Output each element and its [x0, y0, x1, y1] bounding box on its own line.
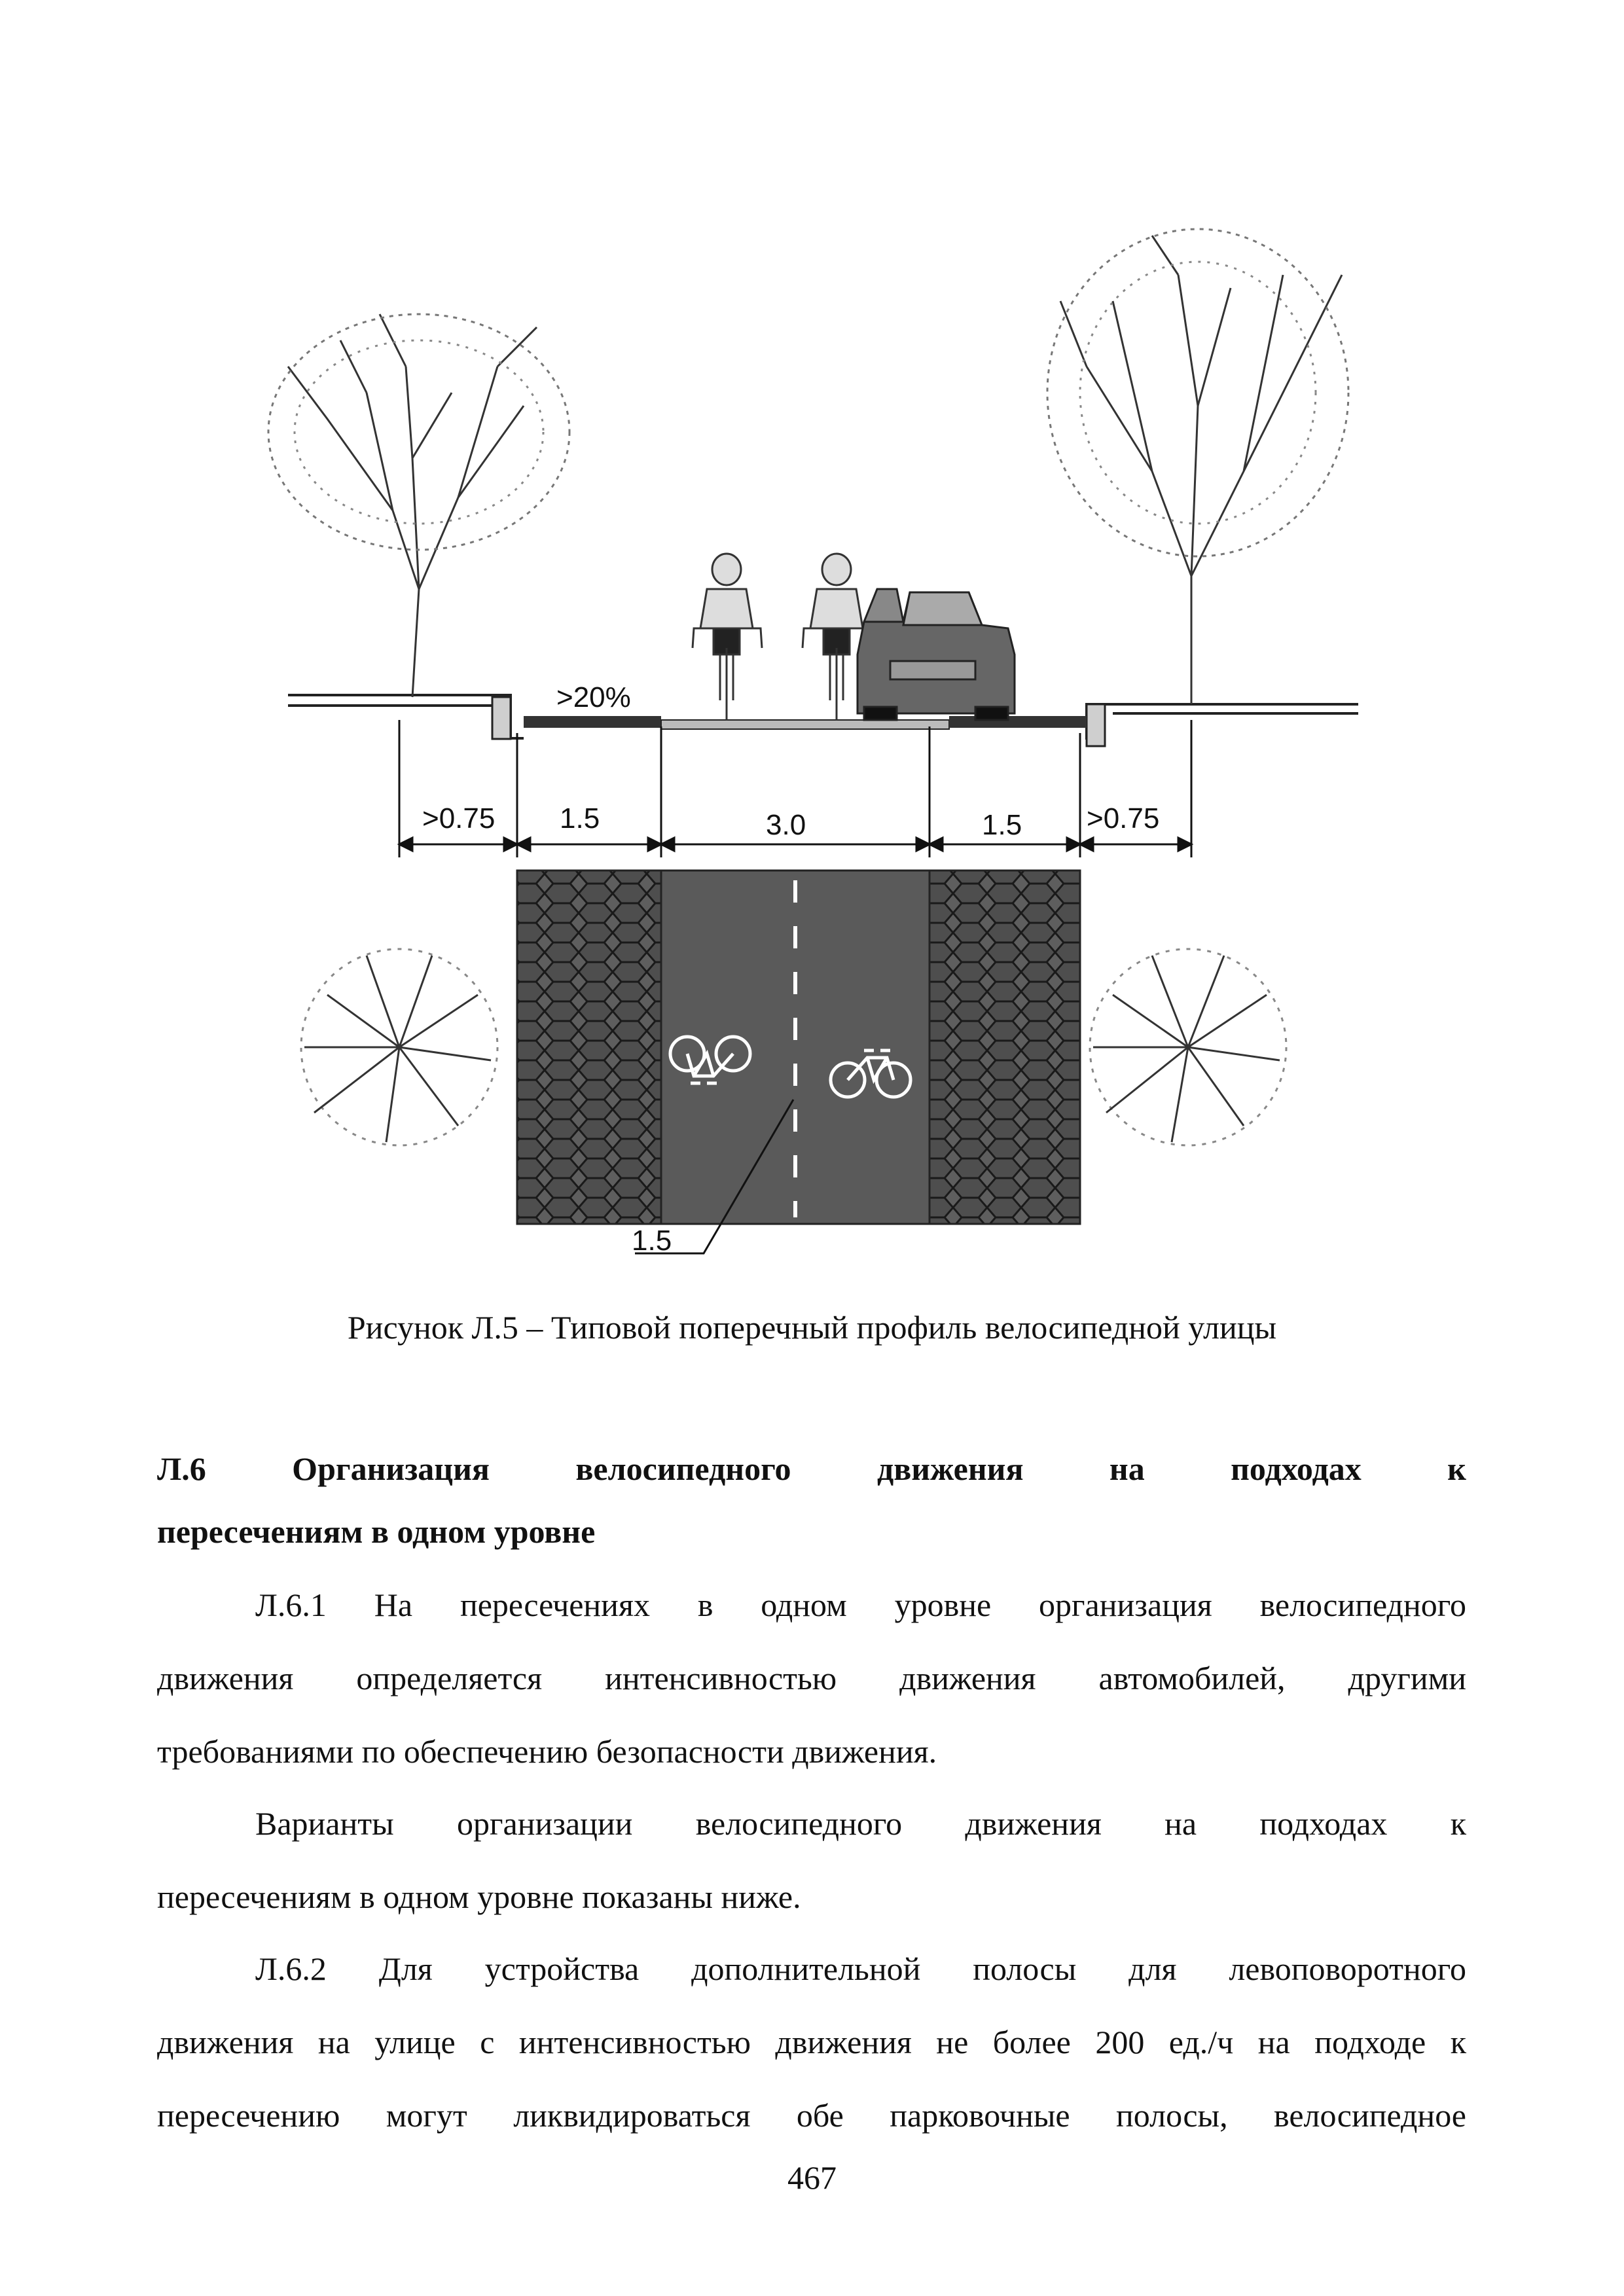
paragraph-line: движения на улице с интенсивностью движения не более 200 ед./ч на подходе к: [157, 2024, 1466, 2060]
paragraph-line: Л.6.1 На пересечениях в одном уровне организация велосипедного: [255, 1587, 1466, 1623]
car-rear-view: [857, 589, 1015, 720]
dim-left-parking: 1.5: [560, 802, 600, 834]
dim-bike-lane: 3.0: [766, 809, 806, 841]
figure-caption: Рисунок Л.5 – Типовой поперечный профиль велосипедной улицы: [347, 1309, 1277, 1346]
heading-word: подходах: [1231, 1450, 1362, 1487]
paragraph-line: движения определяется интенсивностью движения автомобилей, другими: [157, 1660, 1466, 1696]
paragraph-line: пересечениям в одном уровне показаны ниже.: [157, 1878, 801, 1915]
heading-word: движения: [876, 1450, 1024, 1487]
heading-word: Организация: [292, 1450, 490, 1487]
paragraph-line: пересечению могут ликвидироваться обе парковочные полосы, велосипедное: [157, 2097, 1466, 2134]
marking-width-label: 1.5: [632, 1225, 672, 1257]
dim-right-verge: >0.75: [1087, 802, 1160, 834]
heading-word: на: [1109, 1450, 1145, 1487]
section-heading: [157, 1437, 1466, 1563]
dim-right-parking: 1.5: [982, 809, 1022, 841]
right-tree-plan: [1090, 949, 1286, 1145]
left-tree-elevation: [268, 314, 569, 697]
ground-line: [288, 695, 1358, 738]
dim-left-verge: >0.75: [422, 802, 496, 834]
paragraph-l-6-2: [157, 1932, 1466, 2152]
paragraph-line: Л.6.2 Для устройства дополнительной полосы для левоповоротного: [255, 1950, 1466, 1987]
paragraph-line: требованиями по обеспечению безопасности движения.: [157, 1733, 937, 1770]
page-number: 467: [787, 2159, 837, 2196]
section-number: Л.6: [157, 1450, 206, 1487]
plan-right-parking: [929, 870, 1080, 1224]
right-curb: [1087, 704, 1105, 746]
paragraph-variants: [157, 1787, 1466, 1933]
heading-word: велосипедного: [575, 1450, 791, 1487]
left-tree-plan: [301, 949, 497, 1145]
left-curb: [492, 697, 511, 739]
slope-label: >20%: [556, 681, 631, 713]
right-tree-elevation: [1047, 229, 1348, 704]
plan-left-parking: [517, 870, 661, 1224]
paragraph-l-6-1: [157, 1568, 1466, 1788]
cyclist-left: [693, 554, 762, 720]
paragraph-line: Варианты организации велосипедного движения на подходах к: [255, 1805, 1466, 1842]
heading-line-2: пересечениям в одном уровне: [157, 1513, 596, 1550]
heading-word: к: [1447, 1450, 1466, 1487]
